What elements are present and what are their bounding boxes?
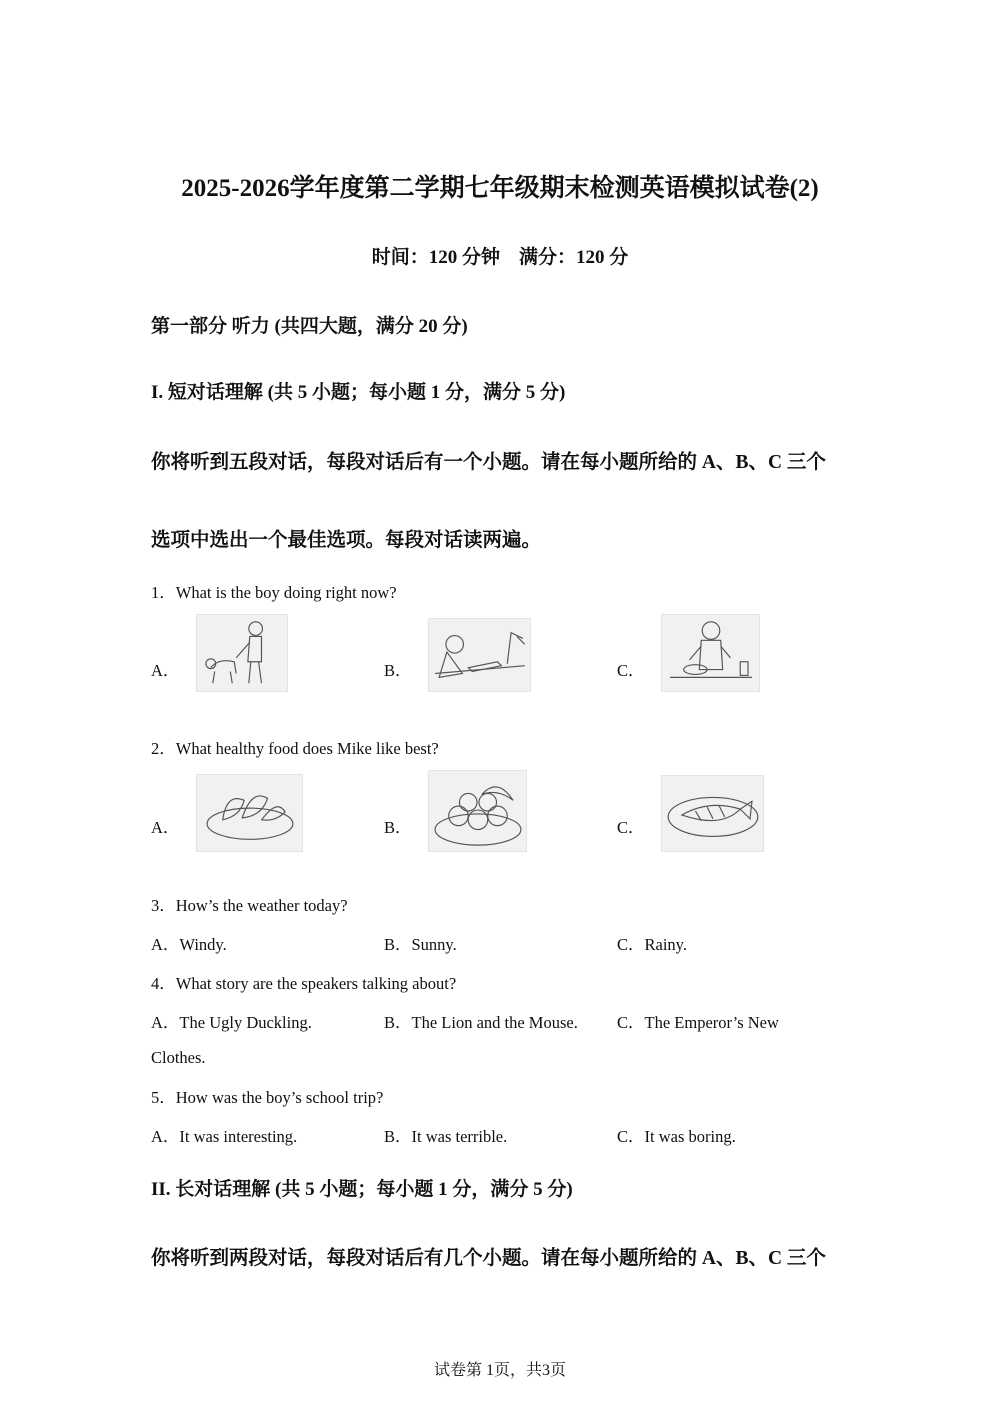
option-a: A．Windy. bbox=[151, 935, 227, 954]
option-b-label: B． bbox=[384, 661, 412, 680]
option-c: C．Rainy. bbox=[617, 935, 687, 954]
vegetables-plate-icon bbox=[196, 774, 303, 852]
page-footer: 试卷第 1页，共3页 bbox=[433, 1362, 566, 1379]
option-a: A．It was interesting. bbox=[151, 1127, 298, 1146]
question-5: 5．How was the boy’s school trip? bbox=[151, 1088, 384, 1107]
question-3: 3．How’s the weather today? bbox=[151, 896, 348, 915]
question-1: 1．What is the boy doing right now? bbox=[151, 583, 397, 602]
option-a: A．The Ugly Duckling. bbox=[151, 1013, 312, 1032]
section-instruction-line1: 你将听到五段对话，每段对话后有一个小题。请在每小题所给的 A、B、C 三个 bbox=[151, 452, 826, 473]
section-heading-2: II. 长对话理解 (共 5 小题；每小题 1 分，满分 5 分) bbox=[151, 1179, 573, 1200]
question-4: 4．What story are the speakers talking about? bbox=[151, 974, 457, 993]
section-instruction-line1: 你将听到两段对话，每段对话后有几个小题。请在每小题所给的 A、B、C 三个 bbox=[151, 1248, 826, 1269]
fish-plate-icon bbox=[661, 775, 764, 852]
option-c: C．It was boring. bbox=[617, 1127, 736, 1146]
option-a-label: A． bbox=[151, 661, 180, 680]
option-a-label: A． bbox=[151, 818, 180, 837]
boy-walking-dog-icon bbox=[196, 614, 288, 692]
boy-cooking-icon bbox=[661, 614, 760, 692]
fruit-plate-icon bbox=[428, 770, 527, 852]
exam-title: 2025-2026学年度第二学期七年级期末检测英语模拟试卷(2) bbox=[181, 175, 819, 202]
part-heading: 第一部分 听力 (共四大题，满分 20 分) bbox=[151, 316, 468, 337]
option-c: C．The Emperor’s New bbox=[617, 1013, 779, 1032]
option-b: B．Sunny. bbox=[384, 935, 457, 954]
section-heading-1: I. 短对话理解 (共 5 小题；每小题 1 分，满分 5 分) bbox=[151, 382, 566, 403]
question-2: 2．What healthy food does Mike like best? bbox=[151, 739, 439, 758]
option-c-label: C． bbox=[617, 818, 645, 837]
option-b: B．The Lion and the Mouse. bbox=[384, 1013, 578, 1032]
option-b: B．It was terrible. bbox=[384, 1127, 508, 1146]
boy-studying-at-desk-icon bbox=[428, 618, 531, 692]
section-instruction-line2: 选项中选出一个最佳选项。每段对话读两遍。 bbox=[151, 530, 542, 551]
option-c-continued: Clothes. bbox=[151, 1048, 206, 1067]
option-c-label: C． bbox=[617, 661, 645, 680]
option-b-label: B． bbox=[384, 818, 412, 837]
exam-time-score: 时间：120 分钟 满分：120 分 bbox=[371, 247, 629, 268]
